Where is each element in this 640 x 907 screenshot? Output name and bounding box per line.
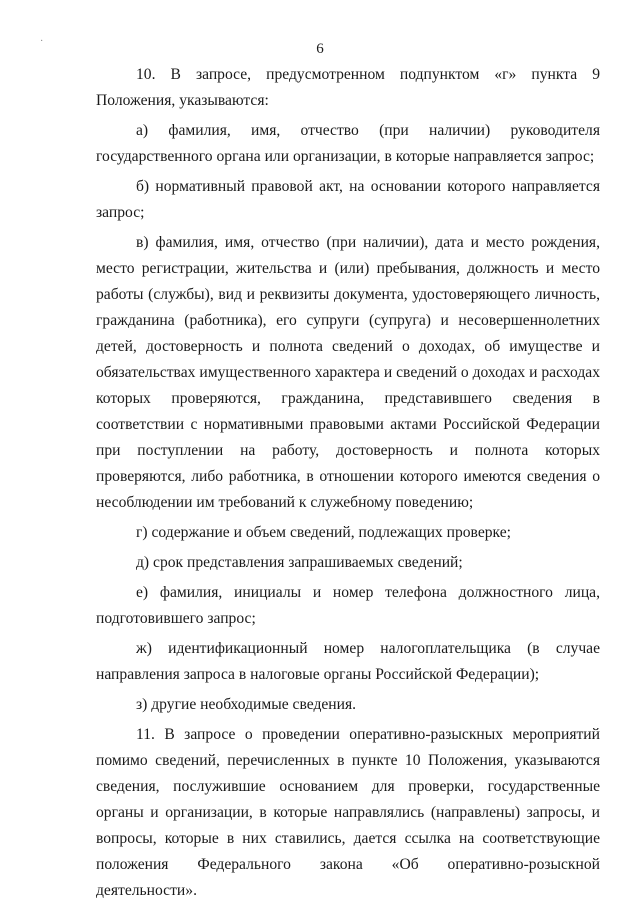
item-z: з) другие необходимые сведения. xyxy=(136,696,357,713)
item-d: д) срок представления запрашиваемых сведений; xyxy=(136,554,463,571)
item-v: в) фамилия, имя, отчество (при наличии), дата и место рождения, место регистрации, жительства и (или) пребывания, должность и место работы (службы), вид и реквизиты документа, удостоверяющего личность, гражданина (работника), его супруги (супруга) и несовершеннолетних детей, достоверность и полнота сведений о доходах, об имуществе и обязательствах имущественного характера и сведений о доходах и расходах которых проверяются, гражданина, представившего сведения в соответствии с нормативными правовыми актами Российской Федерации при поступлении на работу, достоверность и полнота которых проверяются, либо работника, в отношении которого имеются сведения о несоблюдении им требований к служебному поведению; xyxy=(96,234,600,511)
item-b: б) нормативный правовой акт, на основании которого направляется запрос; xyxy=(96,178,600,221)
item-a: а) фамилия, имя, отчество (при наличии) руководителя государственного органа или организации, в которые направляется запрос; xyxy=(96,122,600,165)
document-body xyxy=(96,62,600,907)
item-e: е) фамилия, инициалы и номер телефона должностного лица, подготовившего запрос; xyxy=(96,584,600,627)
paragraph-11: 11. В запросе о проведении оперативно-разыскных мероприятий помимо сведений, перечисленных в пункте 10 Положения, указываются сведения, послужившие основанием для проверки, государственные органы и организации, в которые направлялись (направлены) запросы, и вопросы, которые в них ставились, дается ссылка на соответствующие положения Федерального закона «Об оперативно-розыскной деятельности». xyxy=(96,726,600,899)
paragraph-10: 10. В запросе, предусмотренном подпунктом «г» пункта 9 Положения, указываются: xyxy=(96,66,600,109)
item-zh: ж) идентификационный номер налогоплательщика (в случае направления запроса в налоговые органы Российской Федерации); xyxy=(96,640,600,683)
item-g: г) содержание и объем сведений, подлежащих проверке; xyxy=(136,524,511,541)
scan-speck: · xyxy=(40,36,44,47)
page-number: 6 xyxy=(316,41,324,57)
